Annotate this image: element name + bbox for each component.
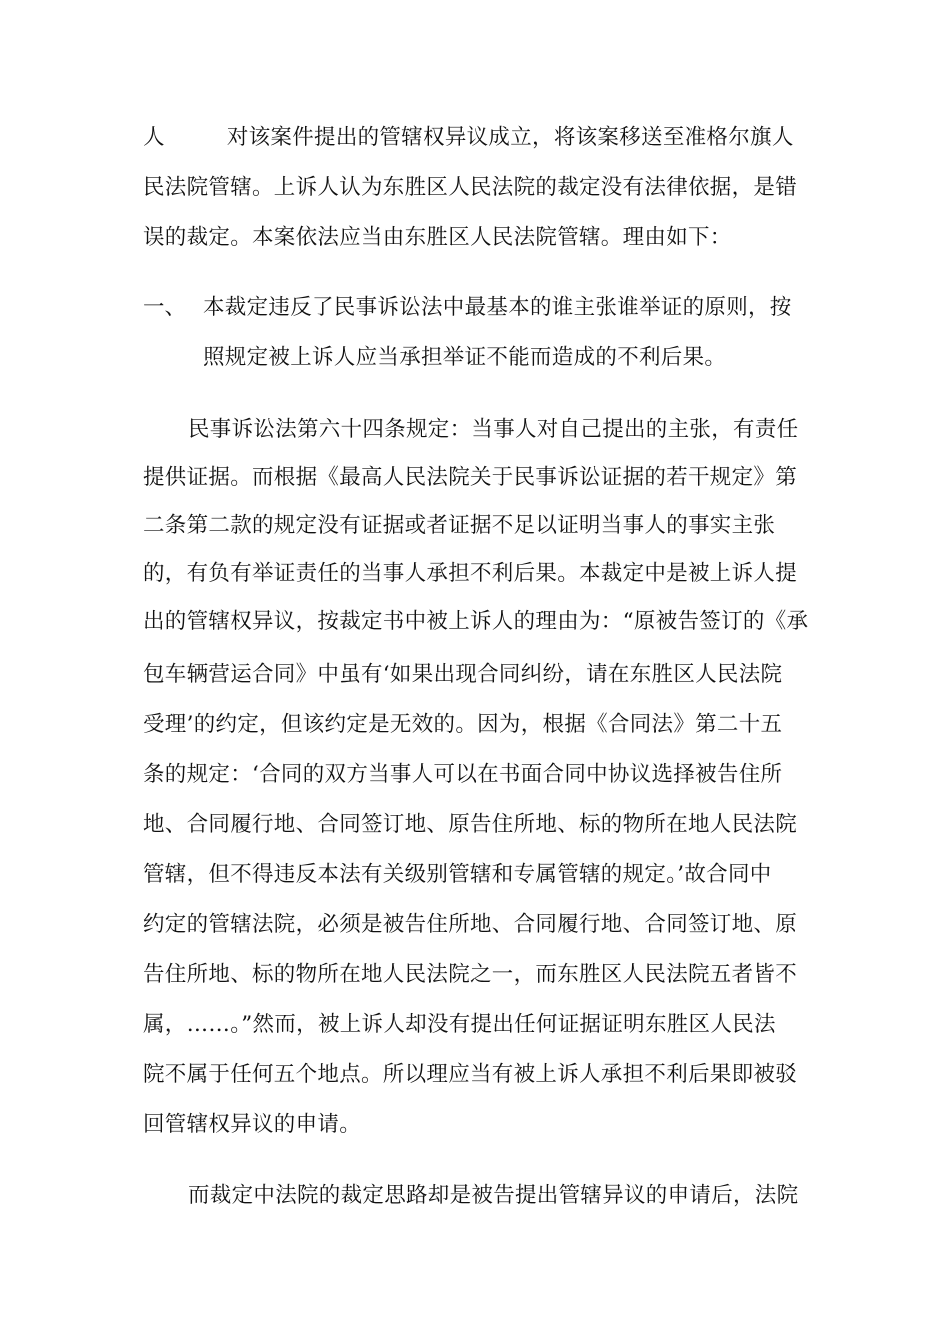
paragraph-2-line-10: 管辖，但不得违反本法有关级别管辖和专属管辖的规定。’故合同中 <box>143 862 772 887</box>
paragraph-2-line-4: 的，有负有举证责任的当事人承担不利后果。本裁定中是被上诉人提 <box>143 561 798 586</box>
paragraph-2-line-3: 二条第二款的规定没有证据或者证据不足以证明当事人的事实主张 <box>143 513 776 538</box>
text-fragment: 对该案件提出的管辖权异议成立，将该案移送至准格尔旗人 <box>226 125 794 150</box>
paragraph-2-line-13: 属，……。”然而，被上诉人却没有提出任何证据证明东胜区人民法 <box>143 1012 776 1037</box>
paragraph-2-line-11: 约定的管辖法院，必须是被告住所地、合同履行地、合同签订地、原 <box>143 912 798 937</box>
paragraph-2-line-15: 回管辖权异议的申请。 <box>143 1112 362 1137</box>
paragraph-2-line-5: 出的管辖权异议，按裁定书中被上诉人的理由为：“原被告签订的《承 <box>143 609 809 634</box>
paragraph-3-line-1: 而裁定中法院的裁定思路却是被告提出管辖异议的申请后，法院 <box>188 1183 799 1208</box>
list-item-number: 一、 <box>143 295 187 320</box>
paragraph-2-line-8: 条的规定：‘合同的双方当事人可以在书面合同中协议选择被告住所 <box>143 762 783 787</box>
paragraph-2-line-6: 包车辆营运合同》中虽有‘如果出现合同纠纷，请在东胜区人民法院 <box>143 662 783 687</box>
paragraph-1-line-1 <box>143 123 794 153</box>
paragraph-2-line-9: 地、合同履行地、合同签订地、原告住所地、标的物所在地人民法院 <box>143 812 798 837</box>
text-fragment: 人 <box>143 125 165 150</box>
paragraph-2-line-14: 院不属于任何五个地点。所以理应当有被上诉人承担不利后果即被驳 <box>143 1062 798 1087</box>
list-item-line-2: 照规定被上诉人应当承担举证不能而造成的不利后果。 <box>203 345 727 370</box>
paragraph-2-line-2: 提供证据。而根据《最高人民法院关于民事诉讼证据的若干规定》第 <box>143 465 798 490</box>
paragraph-2-line-7: 受理’的约定，但该约定是无效的。因为，根据《合同法》第二十五 <box>143 712 783 737</box>
paragraph-2-line-1: 民事诉讼法第六十四条规定：当事人对自己提出的主张，有责任 <box>188 417 799 442</box>
paragraph-1-line-2: 民法院管辖。上诉人认为东胜区人民法院的裁定没有法律依据，是错 <box>143 175 798 200</box>
list-item-line-1: 本裁定违反了民事诉讼法中最基本的谁主张谁举证的原则，按 <box>203 295 792 320</box>
paragraph-2-line-12: 告住所地、标的物所在地人民法院之一，而东胜区人民法院五者皆不 <box>143 962 798 987</box>
paragraph-1-line-3: 误的裁定。本案依法应当由东胜区人民法院管辖。理由如下： <box>143 225 732 250</box>
